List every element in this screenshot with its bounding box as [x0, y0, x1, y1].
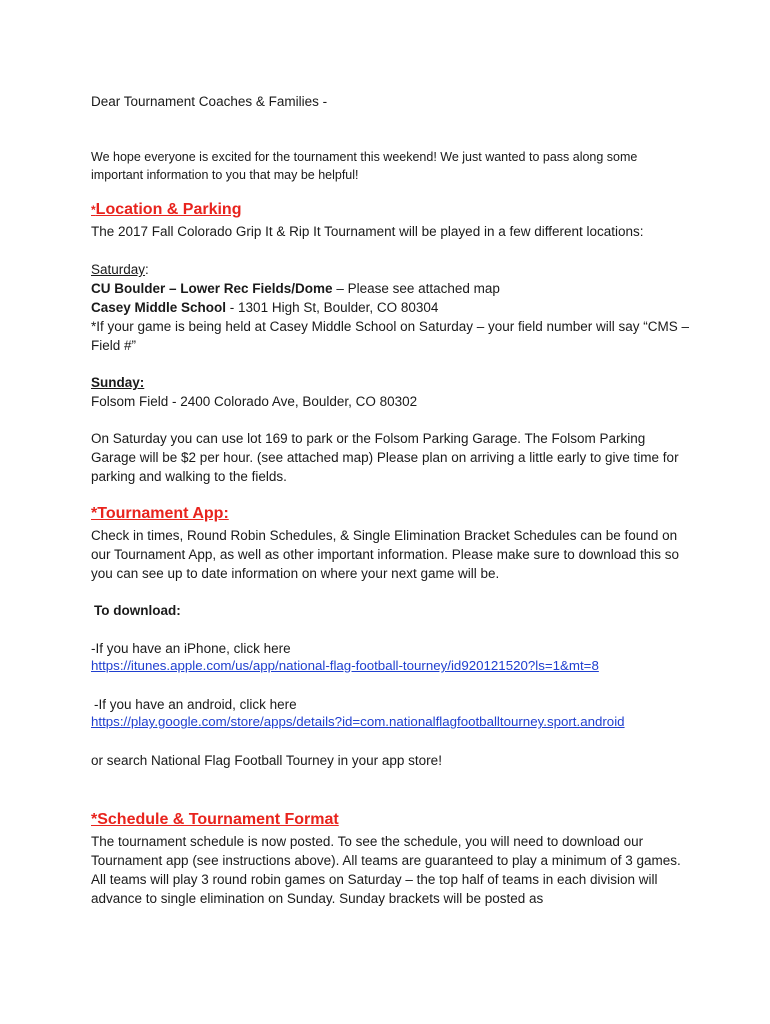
greeting: Dear Tournament Coaches & Families -	[91, 94, 328, 109]
location-section	[91, 201, 691, 219]
iphone-link-line	[91, 657, 691, 675]
intro-paragraph: We hope everyone is excited for the tournament this weekend! We just wanted to pass along some important information to you that may be helpful!	[91, 150, 638, 182]
android-link[interactable]: https://play.google.com/store/apps/details?id=com.nationalflagfootballtourney.sport.android	[91, 714, 625, 729]
app-heading: *Tournament App:	[91, 505, 229, 522]
casey-note: *If your game is being held at Casey Middle School on Saturday – your field number will say “CMS – Field #”	[91, 319, 690, 353]
location-heading-text: Location & Parking	[95, 201, 242, 218]
saturday-label: Saturday	[91, 262, 146, 277]
app-search-text: or search National Flag Football Tourney in your app store!	[91, 753, 442, 768]
app-description: Check in times, Round Robin Schedules, & Single Elimination Bracket Schedules can be found on our Tournament App, as well as other important information. Please make sure to download this so you can see up to date information on where your next game will be.	[91, 528, 680, 581]
location-heading	[91, 201, 691, 219]
schedule-heading: *Schedule & Tournament Format	[91, 811, 339, 828]
location-heading-star: *	[91, 203, 96, 217]
saturday-label-line	[91, 260, 691, 279]
android-text: -If you have an android, click here	[94, 697, 297, 712]
cu-boulder-line	[91, 279, 691, 298]
iphone-text: -If you have an iPhone, click here	[91, 641, 291, 656]
parking-paragraph: On Saturday you can use lot 169 to park or the Folsom Parking Garage. The Folsom Parking Garage will be $2 per hour. (see attached map) Please plan on arriving a little early to give time for parking and walking to the fields.	[91, 431, 679, 484]
sunday-venue: Folsom Field - 2400 Colorado Ave, Boulder, CO 80302	[91, 394, 418, 409]
cu-boulder-note: – Please see attached map	[332, 281, 500, 296]
saturday-colon: :	[145, 262, 149, 277]
iphone-link[interactable]: https://itunes.apple.com/us/app/national-flag-football-tourney/id920121520?ls=1&mt=8	[91, 658, 599, 673]
casey-line	[91, 298, 691, 317]
schedule-paragraph: The tournament schedule is now posted. To see the schedule, you will need to download our Tournament app (see instructions above). All teams are guaranteed to play a minimum of 3 games. All teams will play 3 round robin games on Saturday – the top half of teams in each division will advance to single elimination on Sunday. Sunday brackets will be posted as	[91, 834, 681, 906]
android-link-line	[91, 713, 691, 731]
sunday-label: Sunday:	[91, 375, 145, 390]
location-summary: The 2017 Fall Colorado Grip It & Rip It Tournament will be played in a few different locations:	[91, 224, 644, 239]
cu-boulder-name: CU Boulder – Lower Rec Fields/Dome	[91, 281, 333, 296]
casey-name: Casey Middle School	[91, 300, 227, 315]
casey-address: - 1301 High St, Boulder, CO 80304	[226, 300, 439, 315]
download-label: To download:	[94, 603, 181, 618]
